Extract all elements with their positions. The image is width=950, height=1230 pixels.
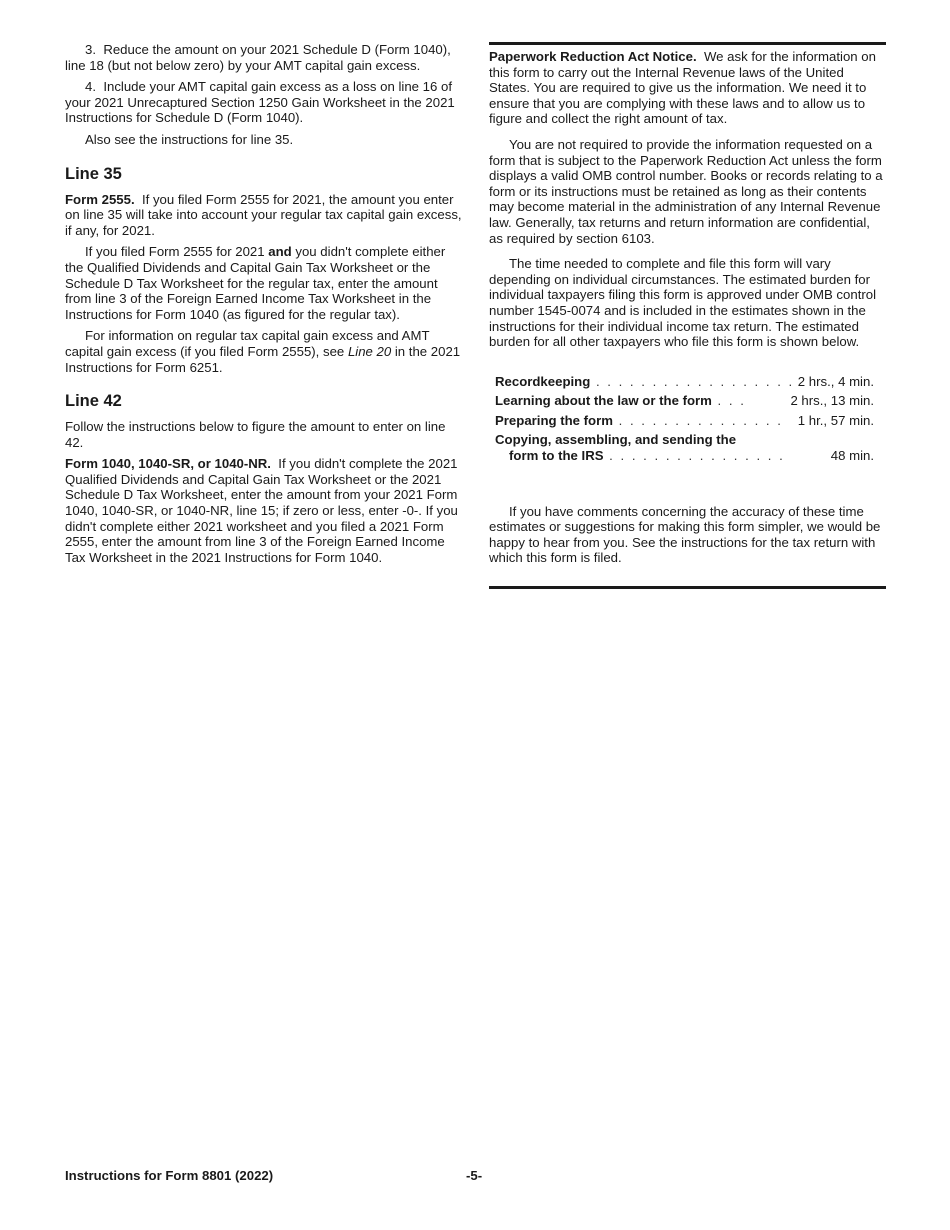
burden-row: Copying, assembling, and sending the form to the IRS . . . . . . . . . . . . . . . . 48 min. — [495, 432, 874, 464]
right-column — [489, 42, 886, 589]
line-42-heading: Line 42 — [65, 392, 122, 411]
burden-row: Recordkeeping . . . . . . . . . . . . . . . . . . 2 hrs., 4 min. — [495, 373, 874, 389]
also-see-note: Also see the instructions for line 35. — [85, 131, 294, 147]
line-35-para-2: If you filed Form 2555 for 2021 and you didn't complete either the Qualified Dividends and Capital Gain Tax Worksheet or the Schedule D Tax Worksheet for the regular tax, enter the amount from line 3 of the Foreign Earned Income Tax Worksheet in the Instructions for Form 1040 (as figured for the regular tax). — [65, 244, 446, 322]
line-35-heading: Line 35 — [65, 164, 122, 183]
time-estimate-paragraph: The time needed to complete and file this form will vary depending on individual circumstances. The estimated burden for individual taxpayers filing this form is approved under OMB control number 1545-0074 and is included in the estimates shown in the instructions for their individual income tax return. The estimated burden for all other taxpayers who file this form is shown below. — [489, 256, 877, 350]
paperwork-reduction-notice: Paperwork Reduction Act Notice. We ask for the information on this form to carry out the Internal Revenue laws of the United States. You are required to give us the information. We need it to ensure that you are complying with these laws and to allow us to figure and collect the right amount of tax. — [489, 49, 876, 127]
line-42-form-1040: Form 1040, 1040-SR, or 1040-NR. If you didn't complete the 2021 Qualified Dividends and Capital Gain Tax Worksheet or the 2021 Schedule D Tax Worksheet, enter the amount from your 2021 Form 1040, 1040-SR, or 1040-NR, line 15; if zero or less, enter -0-. If you didn't complete either 2021 worksheet and you filed a 2021 Form 2555, enter the amount from line 3 of the Foreign Earned Income Tax Worksheet in the 2021 Instructions for Form 1040. — [65, 456, 458, 565]
line-35-para-3: For information on regular tax capital gain excess and AMT capital gain excess (if you filed Form 2555), see Line 20 in the 2021 Instructions for Form 6251. — [65, 328, 461, 375]
line-35-form-2555: Form 2555. If you filed Form 2555 for 2021, the amount you enter on line 35 will take into account your regular tax capital gain excess, if any, for 2021. — [65, 191, 462, 238]
step-3: 3. Reduce the amount on your 2021 Schedule D (Form 1040), line 18 (but not below zero) by your AMT capital gain excess. — [65, 42, 451, 73]
burden-row: Learning about the law or the form . . . 2 hrs., 13 min. — [495, 393, 874, 409]
line-42-para-1: Follow the instructions below to figure the amount to enter on line 42. — [65, 419, 446, 450]
burden-table — [495, 374, 874, 464]
left-column — [65, 42, 463, 571]
burden-row: Preparing the form . . . . . . . . . . . . . . . 1 hr., 57 min. — [495, 412, 874, 428]
step-4: 4. Include your AMT capital gain excess as a loss on line 16 of your 2021 Unrecaptured Section 1250 Gain Worksheet in the 2021 Instructions for Schedule D (Form 1040). — [65, 79, 455, 126]
omb-paragraph: You are not required to provide the information requested on a form that is subject to the Paperwork Reduction Act unless the form displays a valid OMB control number. Books or records relating to a form or its instructions must be retained as long as their contents may become material in the administration of any Internal Revenue law. Generally, tax returns and return information are confidential, as required by section 6103. — [489, 136, 883, 246]
comments-paragraph: If you have comments concerning the accuracy of these time estimates or suggestions for making this form simpler, we would be happy to hear from you. See the instructions for the tax return with which this form is filed. — [489, 503, 881, 566]
page-number: -5- — [466, 1168, 483, 1183]
footer-title: Instructions for Form 8801 (2022) — [65, 1168, 274, 1183]
